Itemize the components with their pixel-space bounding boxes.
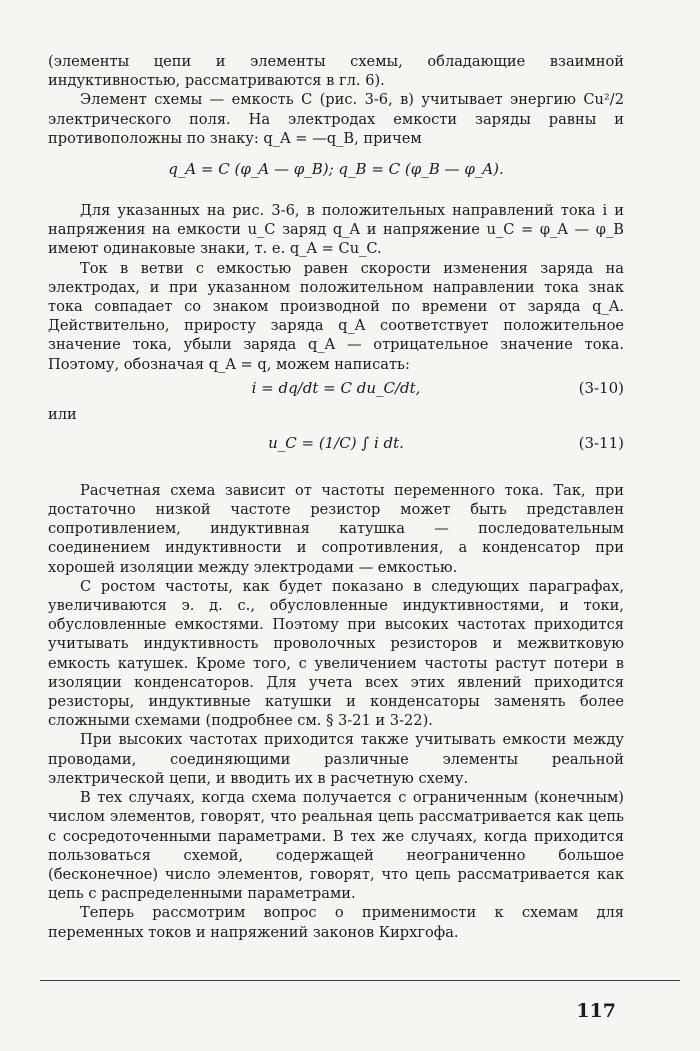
equation-3-10-number: (3-10): [578, 378, 624, 397]
equation-3-11-number: (3-11): [578, 433, 624, 452]
equation-3-11: [48, 429, 624, 469]
paragraph-8: В тех случаях, когда схема получается с ограниченным (конечным) числом элементов, говорят, что реальная цепь рассматривается как цепь с сосредоточенными параметрами. В тех же случаях, когда приходится пользоваться схемой, содержащей неограниченно большое (бесконечное) число элементов, говорят, что цепь рассматривается как цепь с распределенными параметрами.: [48, 789, 624, 903]
equation-3-10-formula: i = dq/dt = C du_C/dt,: [251, 378, 421, 397]
paragraph-3: Для указанных на рис. 3-6, в положительных направлений тока i и напряжения на емкости u_C заряд q_A и напряжение u_C = φ_A — φ_B имеют одинаковые знаки, т. е. q_A = Cu_C.: [48, 202, 624, 258]
or-word: или: [48, 405, 77, 423]
equation-3-11-formula: u_C = (1/C) ∫ i dt.: [268, 433, 404, 452]
paragraph-5: Расчетная схема зависит от частоты переменного тока. Так, при достаточно низкой частоте резистор может быть представлен сопротивлением, индуктивная катушка — последовательным соединением индуктивности и сопротивления, а конденсатор при хорошей изоляции между электродами — емкостью.: [48, 481, 624, 576]
paragraph-6: С ростом частоты, как будет показано в следующих параграфах, увеличиваются э. д. с., обусловленные индуктивностями, и токи, обусловленные емкостями. Поэтому при высоких частотах приходится учитывать индуктивность проволочных резисторов и межвитковую емкость катушек. Кроме того, с увеличением частоты растут потери в изоляции конденсаторов. Для учета всех этих явлений приходится резисторы, индуктивные катушки и конденсаторы заменять более сложными схемами (подробнее см. § 3-21 и 3-22).: [48, 577, 624, 730]
equation-charges: q_A = C (φ_A — φ_B); q_B = C (φ_B — φ_A).: [168, 160, 504, 179]
page-number: 117: [576, 1000, 616, 1022]
equation-3-10: [48, 374, 624, 404]
bottom-rule: [40, 980, 680, 981]
paragraph-9: Теперь рассмотрим вопрос о применимости к схемам для переменных токов и напряжений законов Кирхгофа.: [48, 904, 624, 941]
paragraph-1: (элементы цепи и элементы схемы, обладающие взаимной индуктивностью, рассматриваются в гл. 6).: [48, 53, 624, 90]
paragraph-4: Ток в ветви с емкостью равен скорости изменения заряда на электродах, и при указанном положительном направлении тока знак тока совпадает со знаком производной по времени от заряда q_A. Действительно, приросту заряда q_A соответствует положительное значение тока, убыли заряда q_A — отрицательное значение тока. Поэтому, обозначая q_A = q, можем написать:: [48, 259, 624, 373]
paragraph-7: При высоких частотах приходится также учитывать емкости между проводами, соединяющими различные элементы реальной электрической цепи, и вводить их в расчетную схему.: [48, 731, 624, 787]
page-body: [48, 52, 624, 942]
paragraph-2: Элемент схемы — емкость C (рис. 3-6, в) учитывает энергию Cu²/2 электрического поля. На электродах емкости заряды равны и противоположны по знаку: q_A = —q_B, причем: [48, 91, 624, 147]
